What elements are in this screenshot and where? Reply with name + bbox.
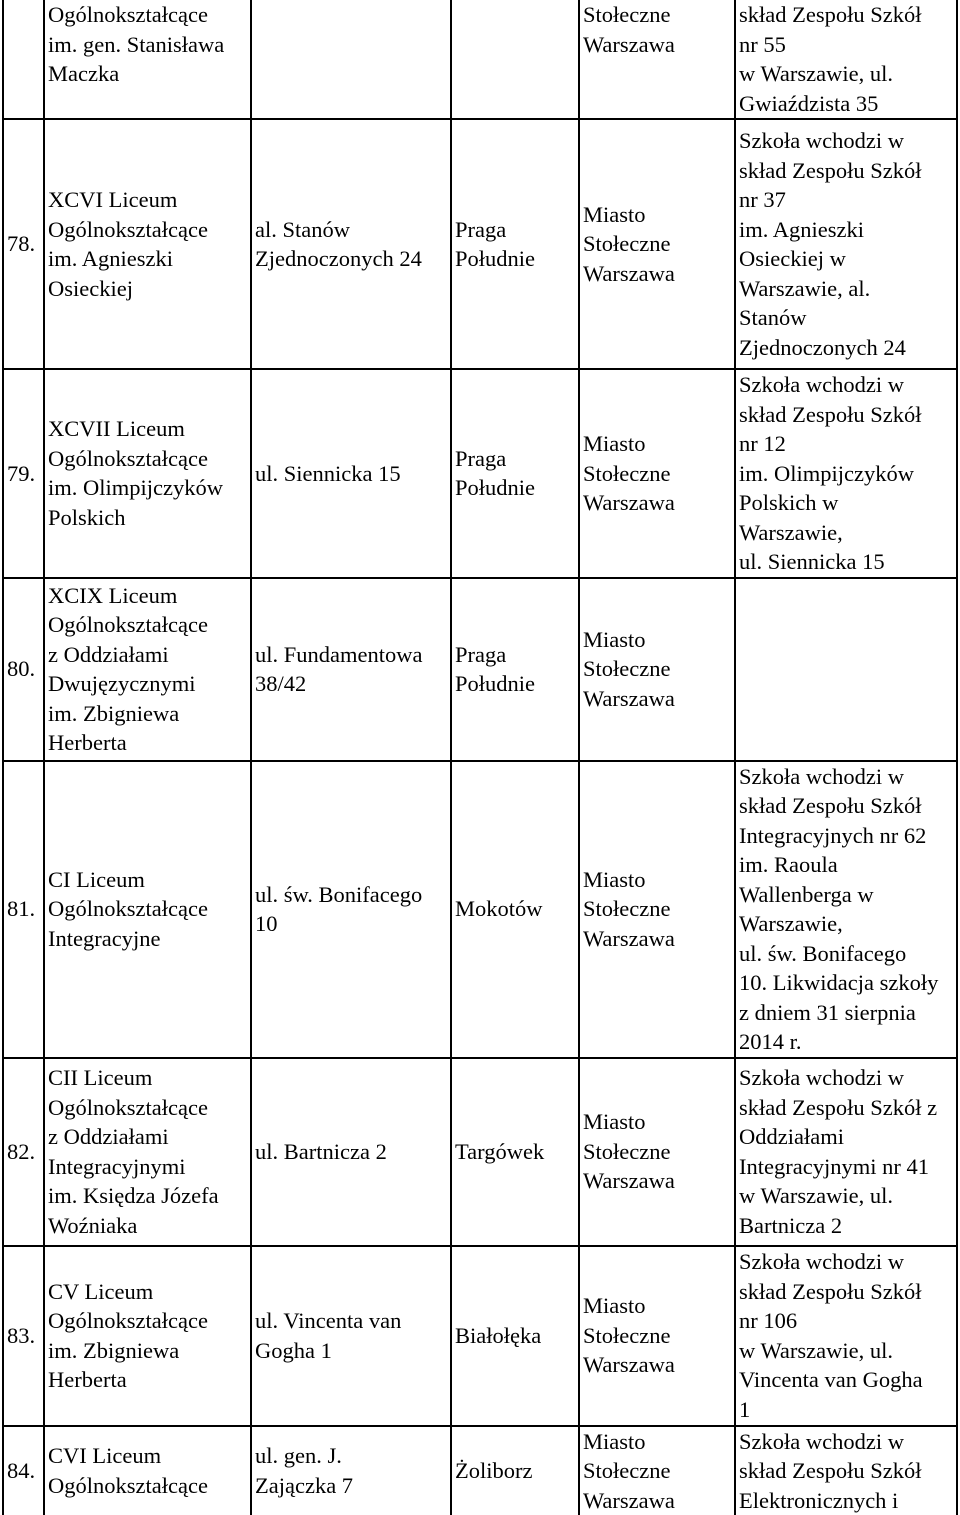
- address-line: Zajączka 7: [255, 1471, 447, 1501]
- city-line: Stołeczne: [583, 654, 731, 684]
- district-line: Praga: [455, 444, 575, 474]
- table-row: [3, 119, 957, 369]
- remarks-line: w Warszawie, ul.: [739, 59, 953, 89]
- city-line: Miasto: [583, 1291, 731, 1321]
- address-cell: [251, 119, 451, 369]
- address-lines: [255, 215, 447, 274]
- address-line: 38/42: [255, 669, 447, 699]
- district-lines: [455, 1137, 575, 1167]
- city-line: Miasto: [583, 1107, 731, 1137]
- city-line: Stołeczne: [583, 894, 731, 924]
- remarks-cell: [735, 761, 957, 1058]
- name-line: XCIX Liceum: [48, 581, 247, 611]
- remarks-line: Szkoła wchodzi w: [739, 762, 953, 792]
- name-line: Ogólnokształcące: [48, 1306, 247, 1336]
- district-lines: [455, 215, 575, 274]
- remarks-line: Szkoła wchodzi w: [739, 1063, 953, 1093]
- remarks-cell: [735, 1058, 957, 1246]
- name-line: Woźniaka: [48, 1211, 247, 1241]
- table-row: [3, 0, 957, 119]
- city-lines: [583, 1107, 731, 1196]
- remarks-cell: [735, 119, 957, 369]
- address-cell: [251, 1246, 451, 1426]
- school-name-cell: [44, 119, 251, 369]
- name-line: Integracyjne: [48, 924, 247, 954]
- district-line: Południe: [455, 669, 575, 699]
- schools-table: [2, 0, 958, 1515]
- school-name-cell: [44, 578, 251, 761]
- remarks-line: nr 37: [739, 185, 953, 215]
- name-lines: [48, 865, 247, 954]
- name-line: z Oddziałami: [48, 1122, 247, 1152]
- remarks-cell: [735, 369, 957, 578]
- name-line: Ogólnokształcące: [48, 1093, 247, 1123]
- remarks-line: 2014 r.: [739, 1027, 953, 1057]
- city-line: Warszawa: [583, 259, 731, 289]
- school-name-cell: [44, 369, 251, 578]
- remarks-line: nr 55: [739, 30, 953, 60]
- schools-table-body: [3, 0, 957, 1515]
- remarks-lines: [739, 1063, 953, 1240]
- city-line: Warszawa: [583, 684, 731, 714]
- remarks-line: Integracyjnymi nr 41: [739, 1152, 953, 1182]
- address-line: ul. Bartnicza 2: [255, 1137, 447, 1167]
- address-cell: [251, 1058, 451, 1246]
- remarks-line: skład Zespołu Szkół: [739, 1456, 953, 1486]
- name-line: Ogólnokształcące: [48, 444, 247, 474]
- city-lines: [583, 429, 731, 518]
- address-line: ul. Fundamentowa: [255, 640, 447, 670]
- address-cell: [251, 369, 451, 578]
- address-line: al. Stanów: [255, 215, 447, 245]
- remarks-line: w Warszawie, ul.: [739, 1181, 953, 1211]
- address-lines: [255, 640, 447, 699]
- name-line: z Oddziałami: [48, 640, 247, 670]
- city-line: Warszawa: [583, 924, 731, 954]
- remarks-line: Stanów: [739, 303, 953, 333]
- table-row: [3, 1246, 957, 1426]
- name-line: im. Zbigniewa: [48, 699, 247, 729]
- address-cell: [251, 761, 451, 1058]
- row-number-cell: 82.: [3, 1058, 44, 1246]
- remarks-line: Gwiaździsta 35: [739, 89, 953, 119]
- remarks-line: Osieckiej w: [739, 244, 953, 274]
- city-line: Warszawa: [583, 1486, 731, 1515]
- city-cell: [579, 1426, 735, 1515]
- district-lines: [455, 1321, 575, 1351]
- district-line: Południe: [455, 244, 575, 274]
- address-line: ul. gen. J.: [255, 1441, 447, 1471]
- district-cell: [451, 119, 579, 369]
- remarks-line: im. Raoula: [739, 850, 953, 880]
- remarks-line: im. Agnieszki: [739, 215, 953, 245]
- remarks-line: Polskich w: [739, 488, 953, 518]
- name-line: Ogólnokształcące: [48, 215, 247, 245]
- city-line: Miasto: [583, 865, 731, 895]
- district-line: Południe: [455, 473, 575, 503]
- address-line: Zjednoczonych 24: [255, 244, 447, 274]
- city-line: Stołeczne: [583, 0, 731, 30]
- name-lines: [48, 0, 247, 89]
- city-lines: [583, 200, 731, 289]
- remarks-lines: [739, 1427, 953, 1515]
- name-line: Ogólnokształcące: [48, 0, 247, 30]
- city-lines: [583, 1427, 731, 1515]
- city-line: Stołeczne: [583, 459, 731, 489]
- district-line: Praga: [455, 640, 575, 670]
- remarks-line: Zjednoczonych 24: [739, 333, 953, 363]
- city-line: Stołeczne: [583, 1321, 731, 1351]
- district-lines: [455, 444, 575, 503]
- remarks-cell: [735, 0, 957, 119]
- district-cell: [451, 0, 579, 119]
- remarks-line: nr 106: [739, 1306, 953, 1336]
- table-row: [3, 578, 957, 761]
- remarks-cell: [735, 1426, 957, 1515]
- remarks-line: Bartnicza 2: [739, 1211, 953, 1241]
- name-lines: [48, 1441, 247, 1500]
- district-line: Białołęka: [455, 1321, 575, 1351]
- remarks-line: skład Zespołu Szkół: [739, 156, 953, 186]
- table-row: [3, 761, 957, 1058]
- name-line: im. Olimpijczyków: [48, 473, 247, 503]
- remarks-line: Integracyjnych nr 62: [739, 821, 953, 851]
- remarks-line: ul. św. Bonifacego: [739, 939, 953, 969]
- remarks-lines: [739, 370, 953, 577]
- remarks-line: 10. Likwidacja szkoły: [739, 968, 953, 998]
- name-lines: [48, 1277, 247, 1395]
- address-cell: [251, 0, 451, 119]
- city-line: Miasto: [583, 1427, 731, 1457]
- address-cell: [251, 1426, 451, 1515]
- name-line: im. Agnieszki: [48, 244, 247, 274]
- city-line: Warszawa: [583, 1166, 731, 1196]
- school-name-cell: [44, 761, 251, 1058]
- school-name-cell: [44, 1426, 251, 1515]
- address-line: Gogha 1: [255, 1336, 447, 1366]
- city-line: Miasto: [583, 429, 731, 459]
- remarks-line: nr 12: [739, 429, 953, 459]
- district-cell: [451, 1246, 579, 1426]
- address-line: ul. Vincenta van: [255, 1306, 447, 1336]
- name-lines: [48, 1063, 247, 1240]
- name-line: XCVII Liceum: [48, 414, 247, 444]
- name-line: Polskich: [48, 503, 247, 533]
- remarks-line: skład Zespołu Szkół z: [739, 1093, 953, 1123]
- remarks-line: Szkoła wchodzi w: [739, 1427, 953, 1457]
- row-number-cell: 78.: [3, 119, 44, 369]
- city-line: Stołeczne: [583, 1137, 731, 1167]
- district-cell: [451, 578, 579, 761]
- remarks-lines: [739, 0, 953, 118]
- remarks-cell: [735, 1246, 957, 1426]
- district-cell: [451, 761, 579, 1058]
- remarks-line: skład Zespołu Szkół: [739, 1277, 953, 1307]
- city-lines: [583, 1291, 731, 1380]
- remarks-line: Elektronicznych i: [739, 1486, 953, 1515]
- row-number-cell: 83.: [3, 1246, 44, 1426]
- remarks-line: z dniem 31 sierpnia: [739, 998, 953, 1028]
- name-line: im. gen. Stanisława: [48, 30, 247, 60]
- remarks-line: Szkoła wchodzi w: [739, 126, 953, 156]
- remarks-line: 1: [739, 1395, 953, 1425]
- name-line: XCVI Liceum: [48, 185, 247, 215]
- city-lines: [583, 0, 731, 59]
- city-line: Miasto: [583, 200, 731, 230]
- city-line: Warszawa: [583, 1350, 731, 1380]
- name-line: Dwujęzycznymi: [48, 669, 247, 699]
- address-lines: [255, 1137, 447, 1167]
- district-cell: [451, 1426, 579, 1515]
- remarks-line: w Warszawie, ul.: [739, 1336, 953, 1366]
- remarks-line: skład Zespołu Szkół: [739, 400, 953, 430]
- school-name-cell: [44, 1058, 251, 1246]
- name-line: im. Księdza Józefa: [48, 1181, 247, 1211]
- name-line: CII Liceum: [48, 1063, 247, 1093]
- name-line: Ogólnokształcące: [48, 610, 247, 640]
- remarks-cell: [735, 578, 957, 761]
- name-line: Maczka: [48, 59, 247, 89]
- city-cell: [579, 369, 735, 578]
- remarks-line: skład Zespołu Szkół: [739, 791, 953, 821]
- school-name-cell: [44, 1246, 251, 1426]
- row-number-cell: 81.: [3, 761, 44, 1058]
- city-line: Stołeczne: [583, 1456, 731, 1486]
- city-cell: [579, 578, 735, 761]
- table-row: [3, 1058, 957, 1246]
- row-number-cell: [3, 0, 44, 119]
- name-lines: [48, 185, 247, 303]
- address-line: ul. Siennicka 15: [255, 459, 447, 489]
- district-lines: [455, 640, 575, 699]
- city-line: Stołeczne: [583, 229, 731, 259]
- city-lines: [583, 625, 731, 714]
- remarks-lines: [739, 126, 953, 362]
- row-number-cell: 84.: [3, 1426, 44, 1515]
- remarks-line: Szkoła wchodzi w: [739, 370, 953, 400]
- address-line: ul. św. Bonifacego: [255, 880, 447, 910]
- district-line: Żoliborz: [455, 1456, 575, 1486]
- remarks-lines: [739, 762, 953, 1057]
- name-line: Ogólnokształcące: [48, 894, 247, 924]
- table-row: [3, 369, 957, 578]
- name-lines: [48, 414, 247, 532]
- address-lines: [255, 1306, 447, 1365]
- district-line: Praga: [455, 215, 575, 245]
- remarks-line: ul. Siennicka 15: [739, 547, 953, 577]
- city-cell: [579, 0, 735, 119]
- district-line: Mokotów: [455, 894, 575, 924]
- name-line: CI Liceum: [48, 865, 247, 895]
- name-line: CV Liceum: [48, 1277, 247, 1307]
- district-lines: [455, 894, 575, 924]
- city-lines: [583, 865, 731, 954]
- remarks-line: Oddziałami: [739, 1122, 953, 1152]
- remarks-line: Warszawie, al.: [739, 274, 953, 304]
- remarks-line: Wallenberga w: [739, 880, 953, 910]
- remarks-line: Warszawie,: [739, 909, 953, 939]
- city-line: Warszawa: [583, 30, 731, 60]
- city-cell: [579, 1246, 735, 1426]
- name-line: im. Zbigniewa: [48, 1336, 247, 1366]
- address-lines: [255, 459, 447, 489]
- remarks-line: Warszawie,: [739, 518, 953, 548]
- city-line: Miasto: [583, 625, 731, 655]
- city-line: Warszawa: [583, 488, 731, 518]
- name-line: Ogólnokształcące: [48, 1471, 247, 1501]
- remarks-line: Vincenta van Gogha: [739, 1365, 953, 1395]
- name-line: Herberta: [48, 728, 247, 758]
- remarks-lines: [739, 1247, 953, 1424]
- remarks-line: Szkoła wchodzi w: [739, 1247, 953, 1277]
- name-lines: [48, 581, 247, 758]
- city-cell: [579, 761, 735, 1058]
- table-row: [3, 1426, 957, 1515]
- city-cell: [579, 119, 735, 369]
- district-cell: [451, 1058, 579, 1246]
- city-cell: [579, 1058, 735, 1246]
- row-number-cell: 79.: [3, 369, 44, 578]
- district-cell: [451, 369, 579, 578]
- address-lines: [255, 1441, 447, 1500]
- name-line: CVI Liceum: [48, 1441, 247, 1471]
- address-lines: [255, 880, 447, 939]
- address-cell: [251, 578, 451, 761]
- name-line: Osieckiej: [48, 274, 247, 304]
- row-number-cell: 80.: [3, 578, 44, 761]
- school-name-cell: [44, 0, 251, 119]
- name-line: Integracyjnymi: [48, 1152, 247, 1182]
- district-line: Targówek: [455, 1137, 575, 1167]
- address-line: 10: [255, 909, 447, 939]
- remarks-line: im. Olimpijczyków: [739, 459, 953, 489]
- remarks-line: skład Zespołu Szkół: [739, 0, 953, 30]
- name-line: Herberta: [48, 1365, 247, 1395]
- district-lines: [455, 1456, 575, 1486]
